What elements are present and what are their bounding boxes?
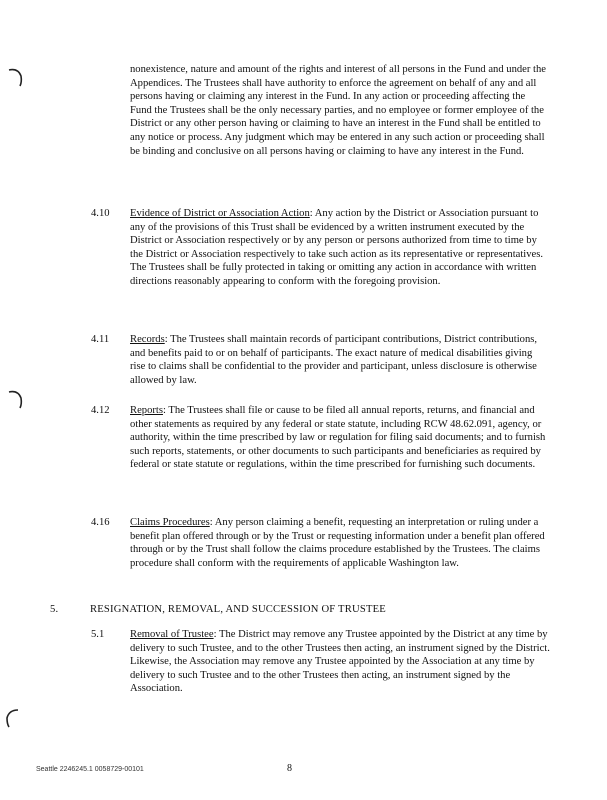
section-4-12 — [130, 404, 550, 472]
section-number-5-1: 5.1 — [91, 629, 105, 640]
section-5-1 — [130, 628, 550, 696]
section-4-10-title: Evidence of District or Association Action — [130, 208, 310, 219]
paragraph-intro: nonexistence, nature and amount of the rights and interest of all persons in the Fund and under the Appendices. The Trustees shall have authority to enforce the agreement on behalf of any and all persons having or claiming any interest in the Fund. In any action or proceeding affecting the Fund the Trustees shall be the only necessary parties, and no employee or former employee of the District or any other person having or claiming to have an interest in the Fund shall be entitled to any notice or process. Any judgment which may be entered in any such action or proceeding shall be binding and conclusive on all persons having or claiming to have any interest in the Fund. — [130, 64, 546, 157]
section-number-4-16: 4.16 — [91, 517, 110, 528]
section-number-4-10: 4.10 — [91, 208, 110, 219]
section-number-4-12: 4.12 — [91, 405, 110, 416]
punch-hole-mark-bottom — [4, 706, 22, 728]
section-4-12-body: : The Trustees shall file or cause to be filed all annual reports, returns, and financial and other statements as required by any federal or state statute, including RCW 48.62.091, agency, or authority, within the time prescribed by law or regulation for filing said documents; and to furnish such reports, statements, or other documents to such participants and beneficiaries as required by federal or state statute or regulations, within the time prescribed for furnishing such documents. — [130, 405, 546, 471]
section-number-5: 5. — [50, 604, 59, 615]
section-4-16-title: Claims Procedures — [130, 517, 210, 528]
section-5-1-body: : The District may remove any Trustee appointed by the District at any time by delivery to such Trustee, and to the other Trustees then acting, an instrument signed by the District. Likewise, the Association may remove any Trustee appointed by the Association at any time by delivery to such Trustee and to the other Trustees then acting, an instrument signed by the Association. — [130, 629, 550, 695]
section-4-16 — [130, 516, 550, 570]
section-5-1-title: Removal of Trustee — [130, 629, 214, 640]
section-5-heading: RESIGNATION, REMOVAL, AND SUCCESSION OF TRUSTEE — [90, 604, 386, 615]
section-number-4-11: 4.11 — [91, 334, 110, 345]
section-4-10 — [130, 207, 550, 289]
section-4-11-body: : The Trustees shall maintain records of participant contributions, District contributions, and benefits paid to or on behalf of participants. The exact nature of medical disabilities giving rise to claims shall be confidential to the provider and participant, unless disclosure is otherwise allowed by law. — [130, 334, 538, 386]
section-4-16-body: : Any person claiming a benefit, requesting an interpretation or ruling under a benefit plan offered through or by the Trust or requesting information under a benefit plan offered through or by the Trust shall follow the claims procedure established by the Trustees. The claims procedure shall conform with the requirements of applicable Washington law. — [130, 517, 545, 569]
section-4-10-body: : Any action by the District or Association pursuant to any of the provisions of this Trust shall be evidenced by a written instrument executed by the District or Association respectively or by any person or persons authorized from time to time by the District or Association respectively to take such action as its representative or representatives. The Trustees shall be fully protected in taking or omitting any action in accordance with written directions reasonably appearing to conform with the foregoing provision. — [130, 208, 544, 287]
section-4-11-title: Records — [130, 334, 165, 345]
punch-hole-mark-top — [6, 66, 24, 88]
footer-document-id: Seattle 2246245.1 0058729-00101 — [36, 766, 144, 773]
section-4-12-title: Reports — [130, 405, 163, 416]
section-4-11 — [130, 333, 550, 387]
punch-hole-mark-middle — [6, 388, 24, 410]
page-number: 8 — [287, 763, 292, 774]
